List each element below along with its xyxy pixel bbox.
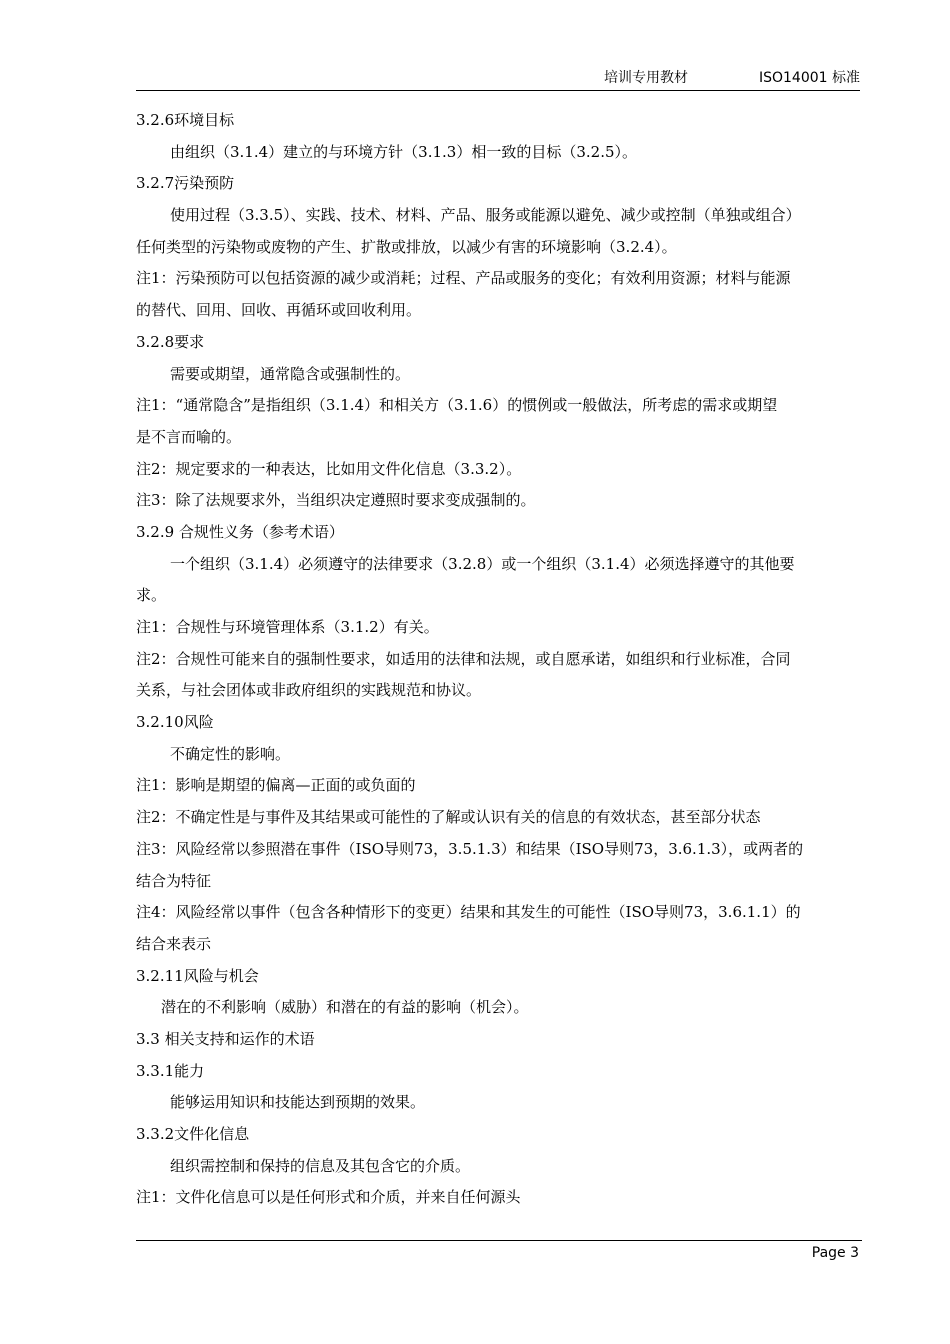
document-body <box>136 105 860 1214</box>
text-line: 3.2.10风险 <box>136 713 214 732</box>
text-line: 3.3.1能力 <box>136 1061 205 1080</box>
header-doc-type: 培训专用教材 <box>604 70 688 86</box>
text-line: 一个组织（3.1.4）必须遵守的法律要求（3.2.8）或一个组织（3.1.4）必须选择遵守的其他要 <box>170 554 795 573</box>
text-line: 使用过程（3.3.5）、实践、技术、材料、产品、服务或能源以避免、减少或控制（单独或组合） <box>170 206 801 225</box>
text-line: 的替代、回用、回收、再循环或回收利用。 <box>136 301 422 320</box>
page-header <box>136 66 860 91</box>
text-line: 注1：文件化信息可以是任何形式和介质，并来自任何源头 <box>136 1188 521 1207</box>
text-line: 3.2.9 合规性义务（参考术语） <box>136 522 344 541</box>
text-line: 注2：规定要求的一种表达，比如用文件化信息（3.3.2）。 <box>136 459 522 478</box>
text-line: 潜在的不利影响（威胁）和潜在的有益的影响（机会）。 <box>161 998 529 1017</box>
text-line: 能够运用知识和技能达到预期的效果。 <box>170 1093 426 1112</box>
page-number: Page 3 <box>811 1245 859 1261</box>
text-line: 是不言而喻的。 <box>136 427 242 446</box>
text-line: 注1：污染预防可以包括资源的减少或消耗；过程、产品或服务的变化；有效利用资源；材料与能源 <box>136 269 791 288</box>
text-line: 求。 <box>136 586 167 605</box>
text-line: 注3：除了法规要求外，当组织决定遵照时要求变成强制的。 <box>136 491 536 510</box>
text-line: 关系，与社会团体或非政府组织的实践规范和协议。 <box>136 681 482 700</box>
text-line: 注4：风险经常以事件（包含各种情形下的变更）结果和其发生的可能性（ISO导则73，3.6.1.1）的 <box>136 903 801 922</box>
text-line: 注1：合规性与环境管理体系（3.1.2）有关。 <box>136 618 439 636</box>
text-line: 任何类型的污染物或废物的产生、扩散或排放，以减少有害的环境影响（3.2.4）。 <box>136 237 677 256</box>
text-line: 3.2.11风险与机会 <box>136 966 259 985</box>
text-line: 结合来表示 <box>136 934 212 953</box>
text-line: 需要或期望，通常隐含或强制性的。 <box>170 364 411 383</box>
footer-rule <box>136 1240 862 1241</box>
text-line: 注1：“通常隐含”是指组织（3.1.4）和相关方（3.1.6）的惯例或一般做法，所考虑的需求或期望 <box>136 396 778 415</box>
text-line: 注2：不确定性是与事件及其结果或可能性的了解或认识有关的信息的有效状态，甚至部分状态 <box>136 808 761 827</box>
text-line: 3.2.7污染预防 <box>136 174 235 193</box>
header-standard: ISO14001 标准 <box>758 70 860 86</box>
text-line: 组织需控制和保持的信息及其包含它的介质。 <box>170 1156 471 1175</box>
text-line: 结合为特征 <box>136 871 212 890</box>
text-line: 注3：风险经常以参照潜在事件（ISO导则73，3.5.1.3）和结果（ISO导则73，3.6.1.3），或两者的 <box>136 839 804 858</box>
text-line: 注2：合规性可能来自的强制性要求，如适用的法律和法规，或自愿承诺，如组织和行业标准，合同 <box>136 649 791 668</box>
text-line: 注1：影响是期望的偏离—正面的或负面的 <box>136 776 416 795</box>
text-line: 3.2.8要求 <box>136 332 205 351</box>
text-line: 3.2.6环境目标 <box>136 111 235 129</box>
text-line: 3.3.2文件化信息 <box>136 1125 250 1143</box>
text-line: 3.3 相关支持和运作的术语 <box>136 1029 315 1048</box>
text-line: 由组织（3.1.4）建立的与环境方针（3.1.3）相一致的目标（3.2.5）。 <box>170 142 638 161</box>
text-line: 不确定性的影响。 <box>170 744 291 763</box>
